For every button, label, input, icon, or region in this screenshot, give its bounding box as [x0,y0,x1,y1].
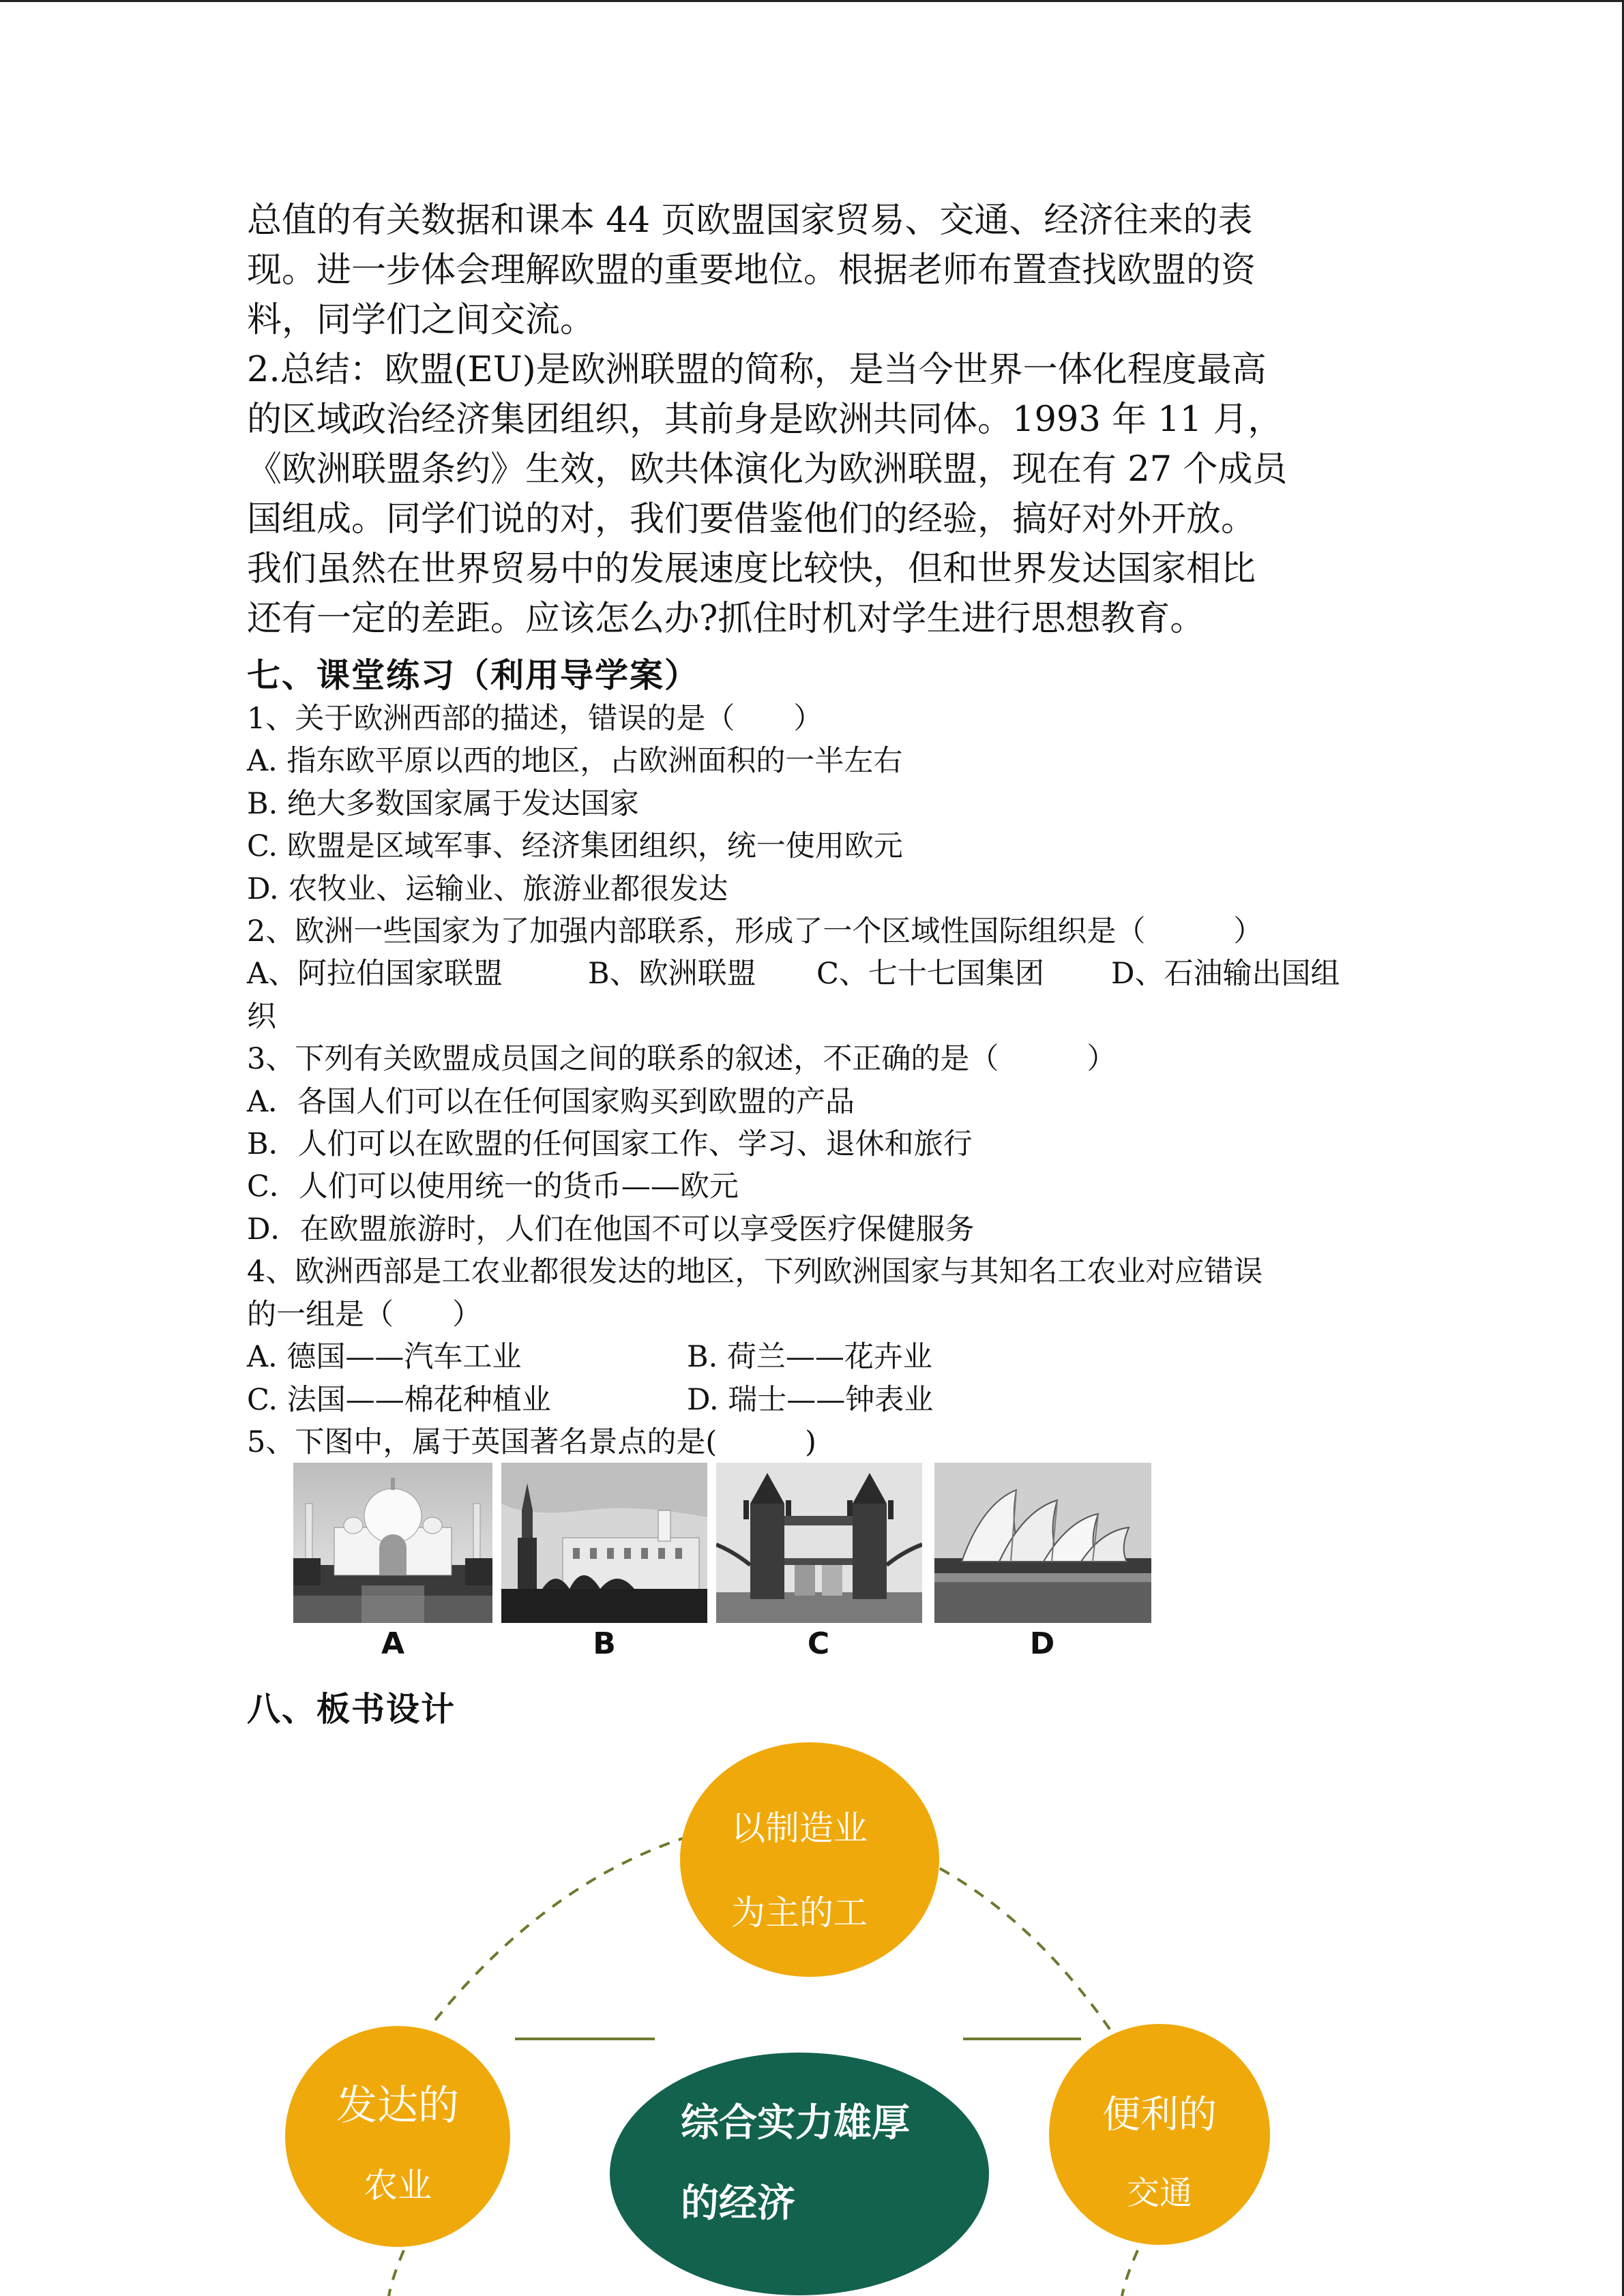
question-4-option-c: C. 法国——棉花种植业 [247,1382,551,1417]
question-4-option-d: D. 瑞士——钟表业 [687,1382,934,1417]
section-heading-board-design: 八、板书设计 [247,1689,456,1729]
exercise-list [247,698,1393,1463]
summary-paragraph [247,196,1393,644]
question-2-option-d-continued: 织 [247,999,276,1034]
node-economy-line1: 综合实力雄厚 [681,2101,910,2145]
board-design-diagram [0,1718,1624,2296]
question-2-option-a: A、阿拉伯国家联盟 [247,957,503,992]
photo-sydney-opera-house [934,1463,1151,1623]
question-2-option-c: C、七十七国集团 [816,957,1044,992]
question-4-stem: 4、欧洲西部是工农业都很发达的地区，下列欧洲国家与其知名工农业对应错误 [247,1255,1263,1289]
node-industry [680,1742,939,1977]
question-1-option-b: B. 绝大多数国家属于发达国家 [247,786,639,821]
dashed-arc-top-right [940,1868,1112,2032]
node-industry-line2: 为主的工 [731,1893,868,1933]
landmark-photos [293,1463,1153,1667]
node-agriculture [285,2026,510,2247]
question-5-stem: 5、下图中，属于英国著名景点的是( ) [247,1425,816,1459]
node-industry-line1: 以制造业 [731,1808,868,1848]
paragraph-line: 还有一定的差距。应该怎么办?抓住时机对学生进行思想教育。 [247,599,1205,639]
question-3-option-c: C．人们可以使用统一的货币——欧元 [247,1169,739,1204]
paragraph-line: 我们虽然在世界贸易中的发展速度比较快，但和世界发达国家相比 [247,549,1256,589]
question-4-option-a: A. 德国——汽车工业 [247,1340,522,1375]
paragraph-line: 《欧洲联盟条约》生效，欧共体演化为欧洲联盟，现在有 27 个成员 [247,449,1288,490]
photo-kremlin [501,1463,707,1623]
node-transport-line1: 便利的 [1102,2093,1217,2137]
question-1-option-a: A. 指东欧平原以西的地区，占欧洲面积的一半左右 [247,744,903,779]
question-3-stem: 3、下列有关欧盟成员国之间的联系的叙述，不正确的是（ ） [247,1042,1117,1077]
question-1-option-c: C. 欧盟是区域军事、经济集团组织，统一使用欧元 [247,829,903,864]
photo-label-a: A [381,1626,405,1661]
node-agriculture-line2: 农业 [364,2166,432,2205]
question-2-option-d: D、石油输出国组 [1111,957,1340,992]
question-2-options [247,953,1393,995]
paragraph-line: 料，同学们之间交流。 [247,300,595,340]
question-2-stem: 2、欧洲一些国家为了加强内部联系，形成了一个区域性国际组织是（ ） [247,914,1263,949]
photo-label-d: D [1029,1626,1055,1661]
question-4-option-b: B. 荷兰——花卉业 [687,1340,932,1375]
question-4-options-cd [247,1379,1393,1421]
question-4-options-ab [247,1336,1393,1378]
node-economy-line2: 的经济 [681,2181,795,2226]
photo-label-b: B [593,1626,616,1661]
dashed-arc-bottom-left [389,2250,404,2296]
photo-taj-mahal [293,1463,492,1623]
question-4-stem-continued: 的一组是（ ） [247,1297,482,1332]
question-1-stem: 1、关于欧洲西部的描述，错误的是（ ） [247,702,823,736]
paragraph-line: 现。进一步体会理解欧盟的重要地位。根据老师布置查找欧盟的资 [247,250,1256,290]
photo-tower-bridge [716,1463,922,1623]
question-3-option-a: A．各国人们可以在任何国家购买到欧盟的产品 [247,1084,855,1119]
page-border-top [0,0,1624,2]
paragraph-line: 2.总结：欧盟(EU)是欧洲联盟的简称，是当今世界一体化程度最高 [247,350,1267,390]
question-1-option-d: D. 农牧业、运输业、旅游业都很发达 [247,871,728,906]
node-agriculture-line1: 发达的 [336,2082,459,2130]
node-transport-line2: 交通 [1126,2174,1193,2212]
section-heading-exercises: 七、课堂练习（利用导学案） [247,655,700,695]
dashed-arc-top-left [431,1836,689,2025]
paragraph-line: 总值的有关数据和课本 44 页欧盟国家贸易、交通、经济往来的表 [247,200,1253,241]
paragraph-line: 的区域政治经济集团组织，其前身是欧洲共同体。1993 年 11 月， [247,400,1283,440]
question-3-option-d: D．在欧盟旅游时，人们在他国不可以享受医疗保健服务 [247,1212,975,1247]
question-3-option-b: B．人们可以在欧盟的任何国家工作、学习、退休和旅行 [247,1127,973,1162]
question-2-option-b: B、欧洲联盟 [588,957,756,992]
dashed-arc-bottom-right [1122,2250,1138,2296]
paragraph-line: 国组成。同学们说的对，我们要借鉴他们的经验，搞好对外开放。 [247,499,1256,539]
photo-label-c: C [807,1626,830,1661]
node-economy [610,2053,989,2295]
